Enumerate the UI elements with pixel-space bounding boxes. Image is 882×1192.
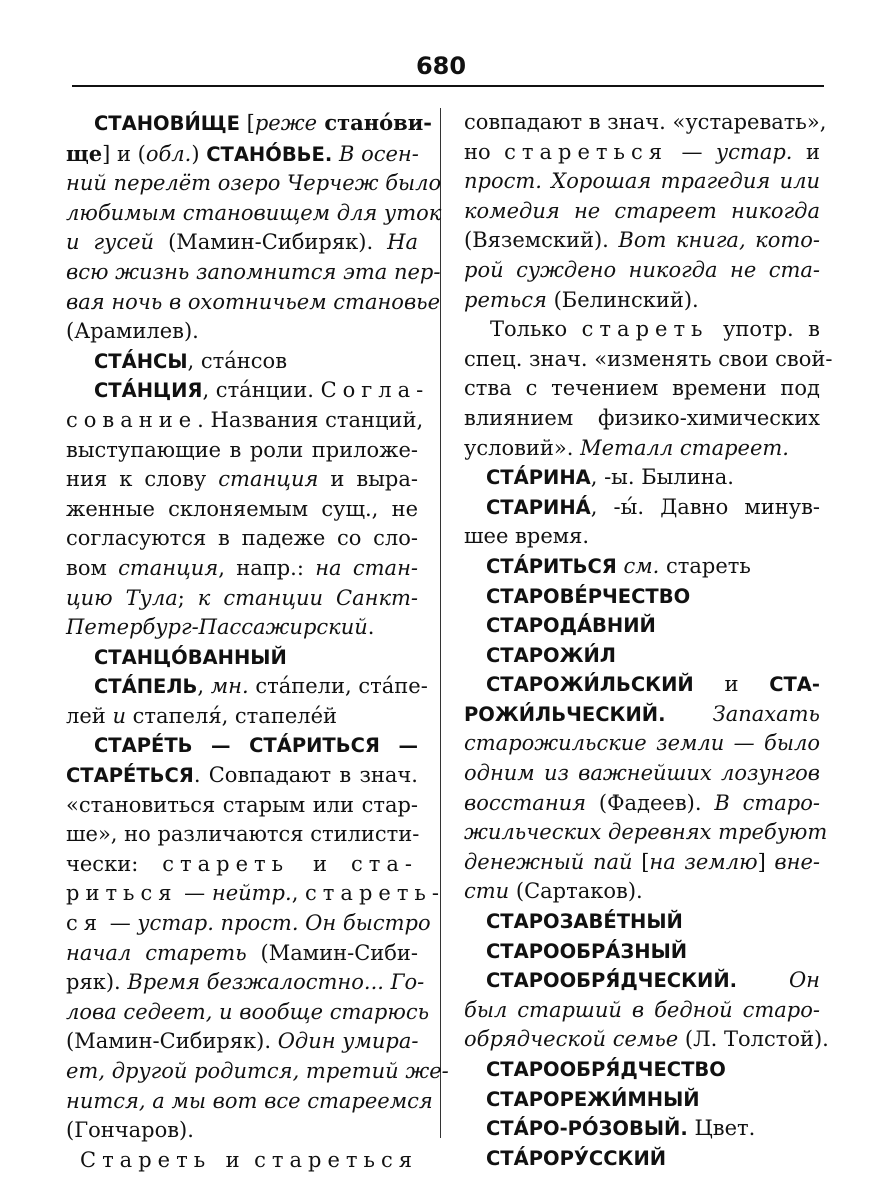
italic-text: Вот книга, кото- [618, 228, 821, 253]
headword: СТАРОРЕЖИ́МНЫЙ [486, 1087, 700, 1111]
text-line [66, 406, 424, 436]
italic-text: прост. Хорошая трагедия или [464, 169, 820, 194]
italic-text: обл. [145, 141, 192, 166]
text-line [66, 1087, 433, 1117]
text-segment: (Арамилев). [66, 319, 199, 344]
text-segment: , ста́нсов [187, 348, 288, 373]
italic-text: реже [254, 111, 318, 135]
text-line [464, 345, 833, 375]
headword: СТА́РО-РО́ЗОВЫЙ. [486, 1117, 688, 1141]
text-line [464, 226, 820, 256]
text-line [66, 1057, 449, 1087]
italic-text: В старо- [714, 790, 820, 815]
headword: СТА́РИТЬСЯ [486, 554, 617, 578]
text-line [66, 820, 418, 850]
text-line [464, 197, 820, 227]
italic-text: станция [118, 555, 219, 580]
italic-text: комедия не стареет никогда [464, 198, 820, 223]
text-segment: влиянием физико-химических [464, 405, 820, 430]
text-line [66, 879, 445, 909]
text-line [66, 613, 418, 643]
italic-text: Время безжалостно... Го- [127, 970, 425, 995]
text-line [66, 584, 418, 614]
text-segment: условий». [464, 435, 581, 460]
text-segment: спец. знач. «изменять свои свой- [464, 346, 833, 371]
text-segment: шее время. [464, 524, 590, 549]
italic-text: В осен- [332, 141, 419, 166]
text-line [464, 315, 820, 345]
header-rule [72, 85, 824, 87]
headword: СТАРЕ́ТЬ — СТА́РИТЬСЯ — [94, 734, 418, 758]
spaced-text: риться [66, 881, 178, 906]
text-line [66, 465, 418, 495]
text-line [464, 611, 820, 641]
text-segment: , -ы. Былина. [590, 465, 734, 490]
text-segment: ] и ( [102, 141, 146, 166]
text-line [464, 374, 820, 404]
text-segment: . Названия станций, [197, 407, 424, 432]
text-line [66, 108, 432, 139]
italic-text: и [112, 703, 126, 728]
text-segment: женные склоняемым сущ., не [66, 496, 418, 521]
text-segment: чески: [66, 851, 163, 876]
text-line [464, 1144, 820, 1174]
text-line [464, 138, 820, 168]
headword: СТА- [769, 673, 820, 697]
italic-text: реться [464, 287, 547, 312]
text-line [464, 522, 820, 552]
italic-text: нейтр. [211, 881, 292, 906]
text-segment: совпадают в знач. «устаревать», [464, 110, 827, 134]
text-line [66, 731, 418, 761]
text-line [464, 552, 820, 582]
text-segment: ; [177, 585, 198, 610]
text-line [66, 643, 418, 673]
text-line [464, 434, 820, 464]
right-column [464, 108, 833, 1173]
text-segment: выступающие в роли приложе- [66, 437, 418, 462]
italic-text: ет, другой родится, третий же- [66, 1059, 449, 1083]
text-line [66, 998, 430, 1028]
italic-text: и гусей [66, 230, 155, 255]
text-segment: [ [632, 849, 650, 874]
headword: СТАРОДА́ВНИЙ [486, 614, 656, 638]
text-line [66, 1116, 418, 1146]
italic-text: восстания [464, 790, 587, 815]
italic-text: Металл стареет. [580, 435, 789, 460]
italic-text: цию Тула [66, 585, 178, 610]
italic-text: станция [218, 467, 319, 492]
text-segment: «становиться старым или стар- [66, 792, 418, 817]
spaced-text: стареть- [305, 881, 445, 906]
text-line [464, 759, 820, 789]
text-line [66, 1027, 418, 1057]
text-segment: ряк). [66, 970, 128, 995]
spaced-text: ста- [350, 851, 418, 876]
italic-text: лова седеет, и вообще старюсь [66, 999, 430, 1024]
text-line [464, 404, 820, 434]
text-line [464, 1114, 820, 1144]
text-segment: Только [490, 317, 582, 342]
headword: СТА́ПЕЛЬ [94, 675, 198, 699]
text-line [464, 729, 820, 759]
text-line [66, 258, 441, 288]
text-segment: (Белинский). [546, 287, 699, 312]
text-line [464, 582, 820, 612]
text-segment: лей [66, 703, 113, 728]
text-line [464, 493, 820, 523]
text-line [464, 1055, 820, 1085]
text-segment: ) [191, 141, 207, 166]
italic-text: вне- [774, 849, 820, 874]
left-column [66, 108, 449, 1175]
italic-text: устар. [715, 139, 793, 164]
text-line [66, 761, 418, 791]
spaced-text: стареться [254, 1147, 418, 1172]
italic-text: рой суждено никогда не ста- [464, 257, 820, 282]
bold-text: ще [66, 140, 103, 166]
italic-text: жильческих деревнях требуют [464, 820, 828, 845]
text-segment: (Мамин-Сибиряк). [66, 1029, 278, 1054]
italic-text: одним из важнейших лозунгов [464, 761, 820, 786]
text-line [464, 1025, 829, 1055]
text-line [66, 199, 442, 229]
italic-text: Запахать [665, 701, 820, 726]
spaced-text: ся [66, 911, 104, 936]
text-segment: , напр.: [218, 555, 316, 580]
spaced-text: стареться [504, 139, 668, 164]
italic-text: любимым становищем для уток [66, 200, 442, 225]
headword: РОЖИ́ЛЬЧЕСКИЙ. [464, 702, 666, 726]
text-segment: , [291, 881, 306, 906]
headword: СТАРООБРЯ́ДЧЕСТВО [486, 1058, 726, 1081]
spaced-text: сование [66, 407, 198, 432]
text-segment: согласуются в падеже со сло- [66, 526, 418, 551]
headword: СТА́РОРУ́ССКИЙ [486, 1146, 667, 1170]
italic-text: см. [616, 553, 660, 578]
text-segment: ше», но различаются стилисти- [66, 822, 420, 847]
text-segment: и выра- [318, 467, 418, 492]
italic-text: Один умира- [277, 1029, 419, 1054]
headword: СТАРООБРЯ́ДЧЕСКИЙ. [486, 969, 738, 993]
text-line [66, 702, 418, 732]
text-line [464, 670, 820, 700]
text-segment: — [103, 911, 138, 936]
text-line [66, 169, 442, 199]
text-line [464, 937, 820, 967]
text-line [66, 524, 418, 554]
text-line [66, 347, 418, 377]
text-segment: ста́пели, ста́пе- [248, 674, 428, 699]
text-segment: и [693, 672, 770, 697]
italic-text: Он [737, 968, 820, 993]
text-segment: (Гончаров). [66, 1118, 194, 1143]
text-segment: ния к слову [66, 467, 219, 492]
headword: СТАРОВЕ́РЧЕСТВО [486, 584, 691, 608]
italic-text: начал стареть [66, 940, 247, 965]
text-segment: , [197, 674, 211, 699]
text-line [464, 167, 820, 197]
text-segment: — [667, 139, 716, 164]
text-segment: ] [757, 849, 775, 874]
italic-text: старожильские земли — было [464, 731, 820, 756]
italic-text: на землю [649, 849, 758, 874]
text-line [66, 939, 418, 969]
text-line [66, 791, 418, 821]
bold-text: стано́ви- [317, 110, 432, 135]
text-segment: и [792, 139, 820, 164]
italic-text: сти [464, 879, 510, 904]
italic-text: вая ночь в охотничьем становье [66, 289, 441, 314]
italic-text: к станции Санкт- [197, 585, 418, 610]
text-line [66, 139, 418, 170]
page-number: 680 [415, 52, 467, 80]
headword: СТАНОВИ́ЩЕ [94, 112, 240, 135]
italic-text: на стан- [315, 555, 418, 580]
text-line [464, 996, 820, 1026]
text-line [66, 672, 428, 702]
text-line [464, 463, 820, 493]
spaced-text: Стареть [80, 1147, 212, 1172]
text-segment: но [464, 139, 505, 164]
text-line [464, 700, 820, 730]
text-line [464, 877, 820, 907]
headword: СТАРИНА́ [486, 495, 591, 519]
text-line [66, 228, 418, 258]
text-segment: (Мамин-Сиби- [246, 940, 418, 965]
text-segment: . [367, 615, 375, 640]
text-line [464, 286, 820, 316]
italic-text: был старший в бедной старо- [464, 997, 820, 1022]
text-segment: (Сартаков). [509, 879, 643, 904]
text-segment: стапеля́, стапеле́й [125, 703, 338, 728]
headword: СТАНЦО́ВАННЫЙ [94, 645, 287, 669]
text-segment: (Мамин-Сибиряк). [154, 230, 388, 255]
text-line [66, 850, 418, 880]
text-line [464, 907, 820, 937]
text-segment: , -ы́. Давно минув- [590, 494, 820, 519]
text-segment: . Совпадают в знач. [193, 763, 418, 788]
italic-text: обрядческой семье [464, 1027, 679, 1052]
italic-text: На [387, 230, 418, 255]
italic-text: Петербург-Пассажирский [66, 615, 368, 640]
text-line [66, 1146, 418, 1176]
italic-text: всю жизнь запомнится эта пер- [66, 259, 441, 284]
headword: СТА́НЦИЯ [94, 379, 203, 403]
text-segment: [ [239, 111, 255, 135]
text-segment: Цвет. [687, 1116, 756, 1141]
text-line [66, 436, 418, 466]
headword: СТА́НСЫ [94, 349, 188, 373]
text-line [66, 376, 430, 406]
text-line [464, 789, 820, 819]
spaced-text: стареть [581, 317, 709, 342]
text-segment: , ста́нции. [202, 378, 321, 403]
text-segment: (Вяземский). [464, 228, 619, 253]
text-segment: ства с течением времени под [464, 376, 820, 401]
text-line [66, 495, 418, 525]
headword: СТА́РИНА [486, 466, 591, 490]
text-segment: стареть [659, 553, 751, 578]
headword: СТАРОЖИ́ЛЬСКИЙ [486, 673, 694, 697]
text-line [464, 1085, 820, 1115]
spaced-text: Согла- [320, 378, 430, 403]
text-segment: (Фадеев). [586, 790, 715, 815]
text-segment: и [289, 851, 351, 876]
text-segment: (Л. Толстой). [678, 1027, 829, 1052]
text-line [464, 641, 820, 671]
headword: СТАРОЖИ́Л [486, 643, 616, 667]
headword: СТАРОЗАВЕ́ТНЫЙ [486, 910, 683, 934]
italic-text: денежный пай [464, 849, 633, 874]
spaced-text: стареть [162, 851, 290, 876]
text-segment: и [211, 1147, 255, 1172]
headword: СТАНО́ВЬЕ. [206, 142, 333, 166]
headword: СТАРООБРА́ЗНЫЙ [486, 939, 688, 963]
italic-text: устар. прост. Он быстро [137, 911, 431, 936]
text-line [66, 317, 418, 347]
text-segment: — [177, 881, 212, 906]
text-line [464, 108, 827, 138]
headword: СТАРЕ́ТЬСЯ [66, 764, 194, 788]
text-line [464, 256, 820, 286]
italic-text: ний перелёт озеро Черчеж было [66, 171, 442, 196]
text-line [464, 848, 820, 878]
italic-text: нится, а мы вот все стареемся [66, 1088, 433, 1113]
text-line [464, 966, 820, 996]
text-segment: вом [66, 555, 119, 580]
italic-text: мн. [210, 674, 249, 699]
text-line [66, 554, 418, 584]
text-line [66, 909, 431, 939]
text-line [464, 818, 828, 848]
text-line [66, 968, 425, 998]
text-line [66, 288, 441, 318]
text-segment: употр. в [708, 317, 820, 342]
